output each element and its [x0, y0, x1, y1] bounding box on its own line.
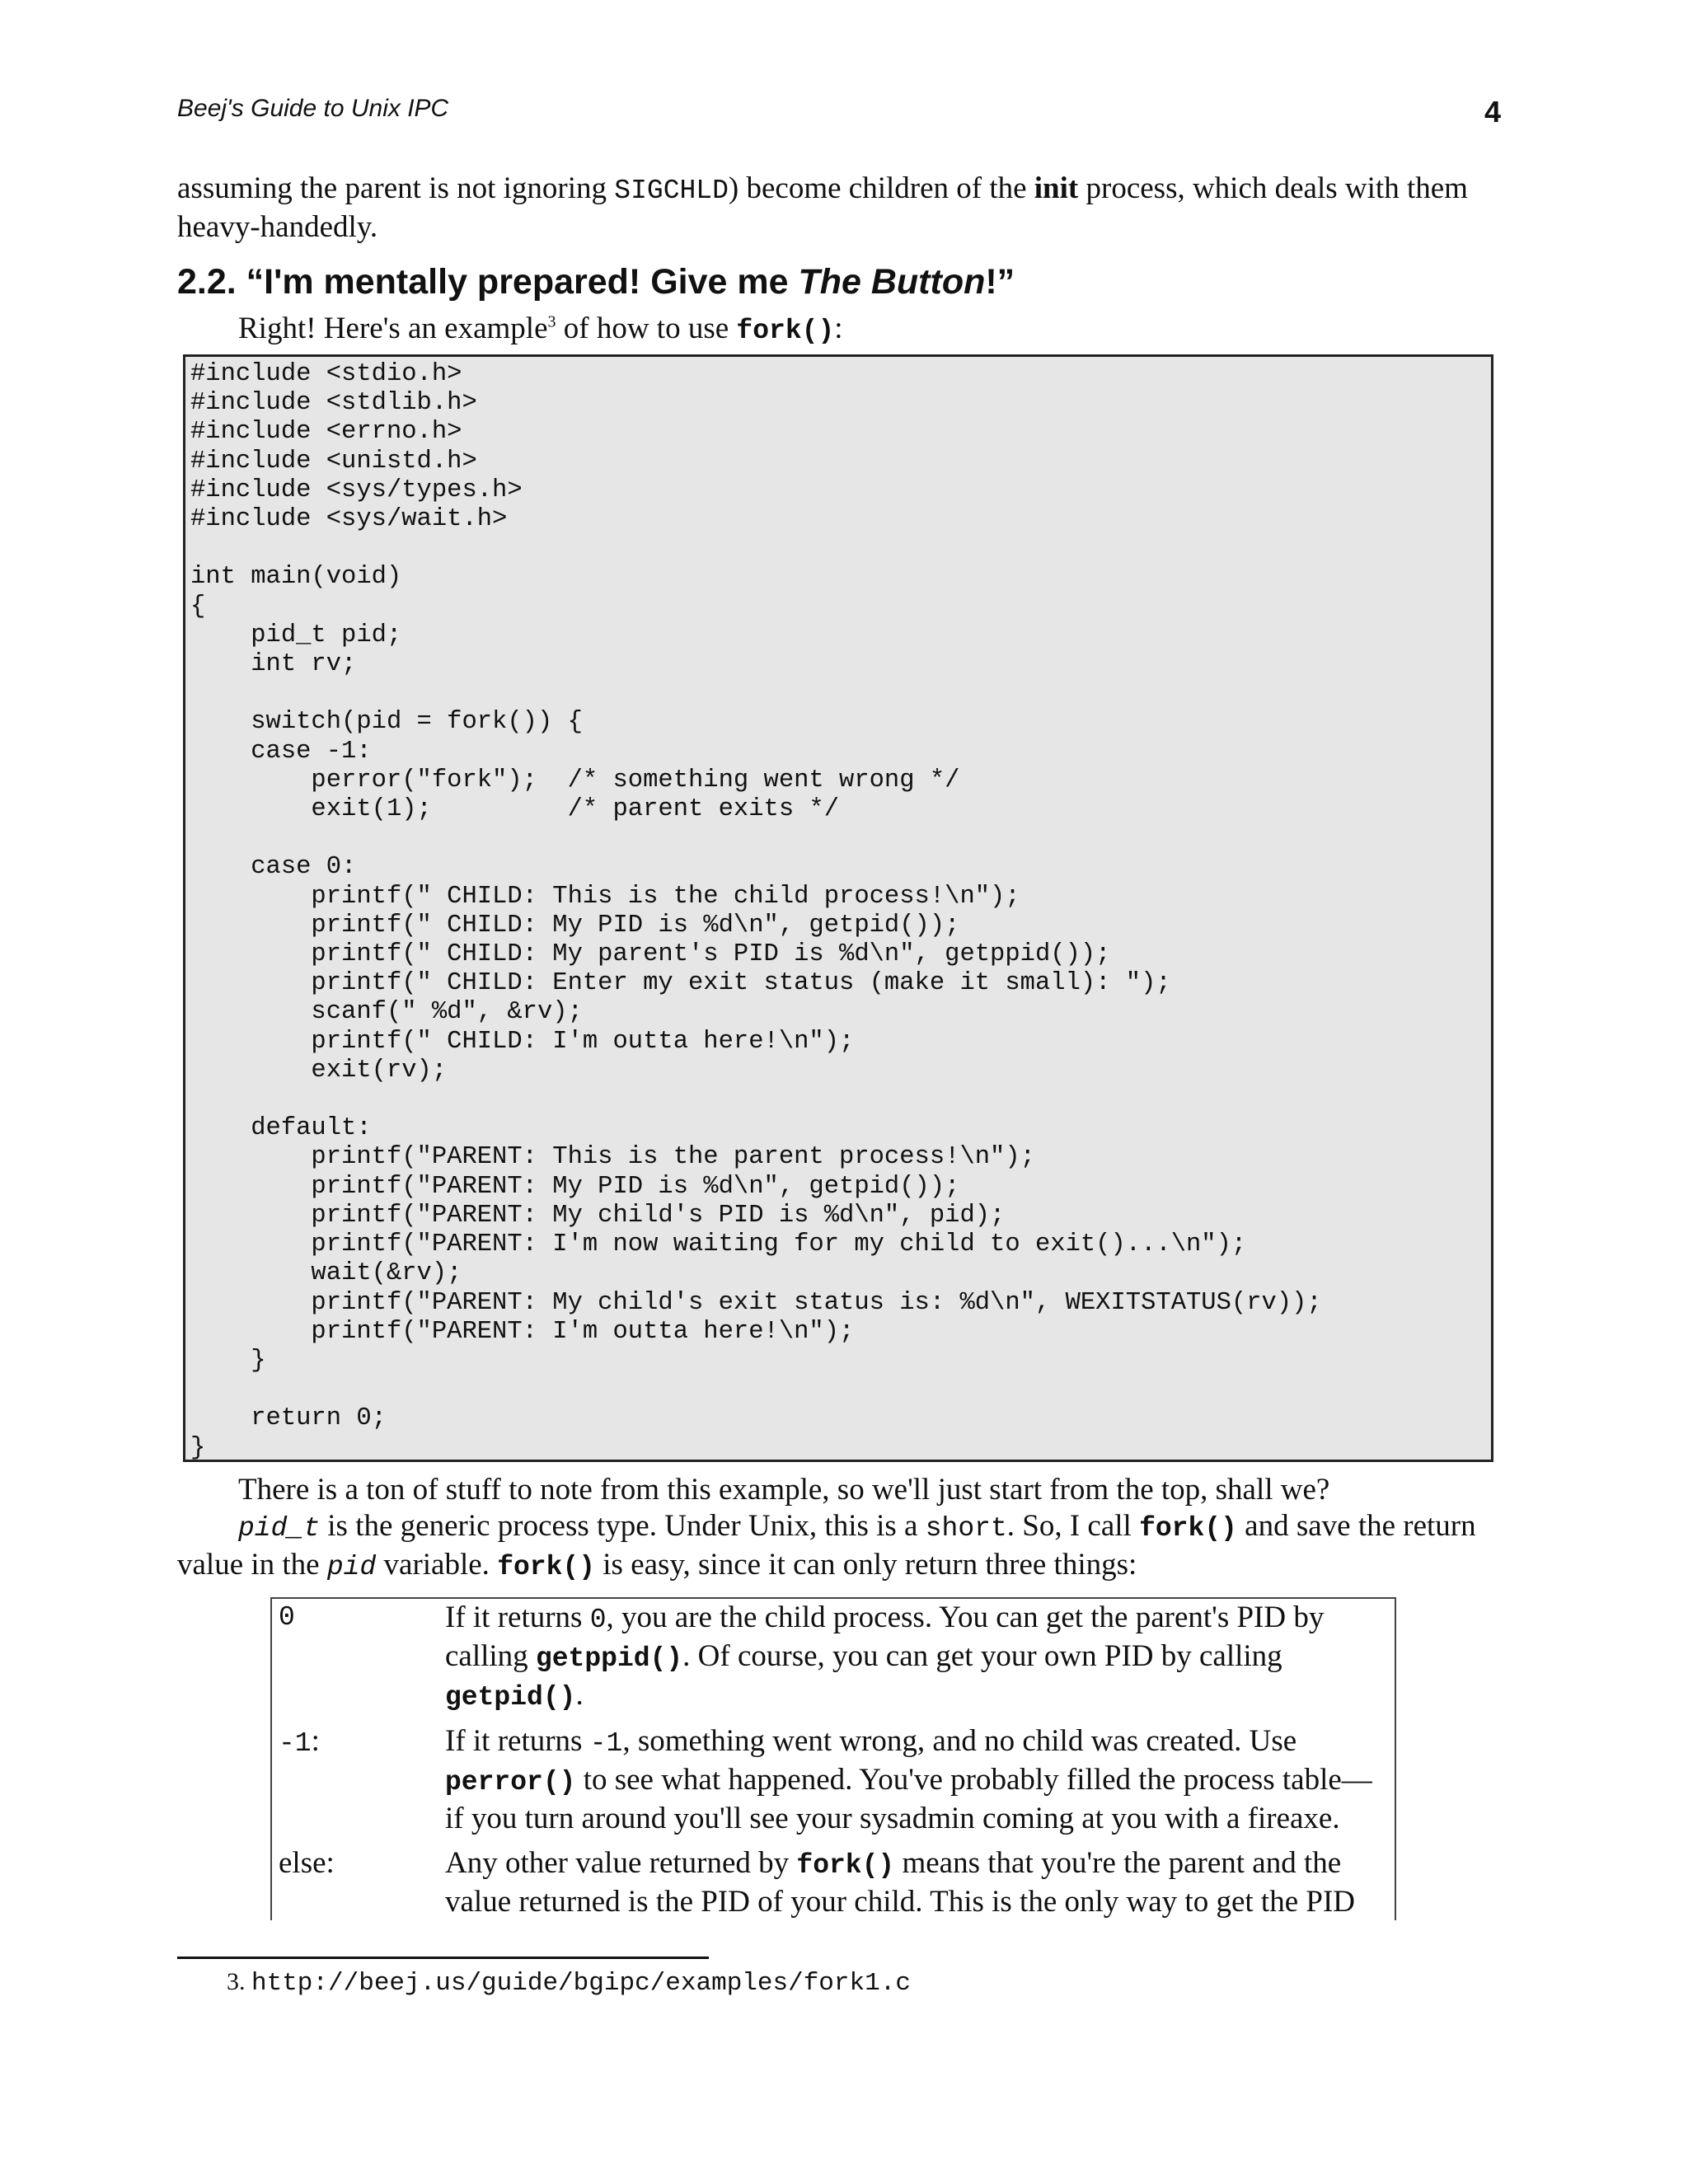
footnote-number: 3. [227, 1968, 246, 1995]
paragraph-pid-type: pid_t is the generic process type. Under Unix, this is a short. So, I call fork() and save the return value in the pid variable. fork() is easy, since it can only return three things: [177, 1509, 1476, 1582]
return-key: -1: [279, 1724, 320, 1759]
intro-paragraph: assuming the parent is not ignoring SIGCHLD) become children of the init process, which deals with them heavy-handedly. [177, 171, 1468, 244]
paragraph-note: There is a ton of stuff to note from this example, so we'll just start from the top, shall we? [238, 1473, 1330, 1507]
section-heading: 2.2. “I'm mentally prepared! Give me The Button!” [177, 262, 1015, 302]
code-listing [183, 354, 1493, 1462]
return-description: Any other value returned by fork() means that you're the parent and the value returned is the PID of your child. This is the only way to get the PID [445, 1846, 1355, 1919]
lead-paragraph: Right! Here's an example$^3$ of how to use fork(): [238, 312, 843, 346]
fork-code: fork() [736, 316, 835, 346]
init-term: init [1034, 171, 1079, 205]
page-number: 4 [1484, 95, 1501, 129]
return-description: If it returns -1, something went wrong, and no child was created. Use perror() to see what happened. You've probably filled the process table—if you turn around you'll see your sysadmin coming at you with a fireaxe. [445, 1724, 1372, 1835]
sigchld-code: SIGCHLD [614, 176, 729, 206]
return-description: If it returns 0, you are the child process. You can get the parent's PID by calling getppid(). Of course, you can get your own PID by calling getpid(). [445, 1601, 1325, 1713]
return-key: else: [279, 1846, 335, 1880]
running-header: Beej's Guide to Unix IPC [177, 95, 449, 122]
return-values-table [270, 1597, 1396, 1920]
footnote-link[interactable]: http://beej.us/guide/bgipc/examples/fork1.c [251, 1969, 911, 1998]
return-key: 0 [279, 1602, 295, 1633]
footnote [227, 1966, 911, 2000]
code-listing-text: #include <stdio.h> #include <stdlib.h> #include <errno.h> #include <unistd.h> #include <sys/types.h> #include <sys/wait.h> int main(void) { pid_t pid; int rv; switch(pid = fork()) { case -1: perror("fork"); /* something went wrong */ exit(1); /* parent exits */ case 0: printf(" CHILD: This is the child process!\n"); printf(" CHILD: My PID is %d\n", getpid()); printf(" CHILD: My parent's PID is %d\n", getppid()); printf(" CHILD: Enter my exit status (make it small): "); scanf(" %d", &rv); printf(" CHILD: I'm outta here!\n"); exit(rv); default: printf("PARENT: This is the parent process!\n"); printf("PARENT: My PID is %d\n", getpid()); printf("PARENT: My child's PID is %d\n", pid); printf("PARENT: I'm now waiting for my child to exit()...\n"); wait(&rv); printf("PARENT: My child's exit status is: %d\n", WEXITSTATUS(rv)); printf("PARENT: I'm outta here!\n"); } return 0; } [190, 360, 1322, 1462]
footnote-divider [177, 1957, 709, 1959]
footnote-ref[interactable]: 3 [547, 312, 556, 331]
